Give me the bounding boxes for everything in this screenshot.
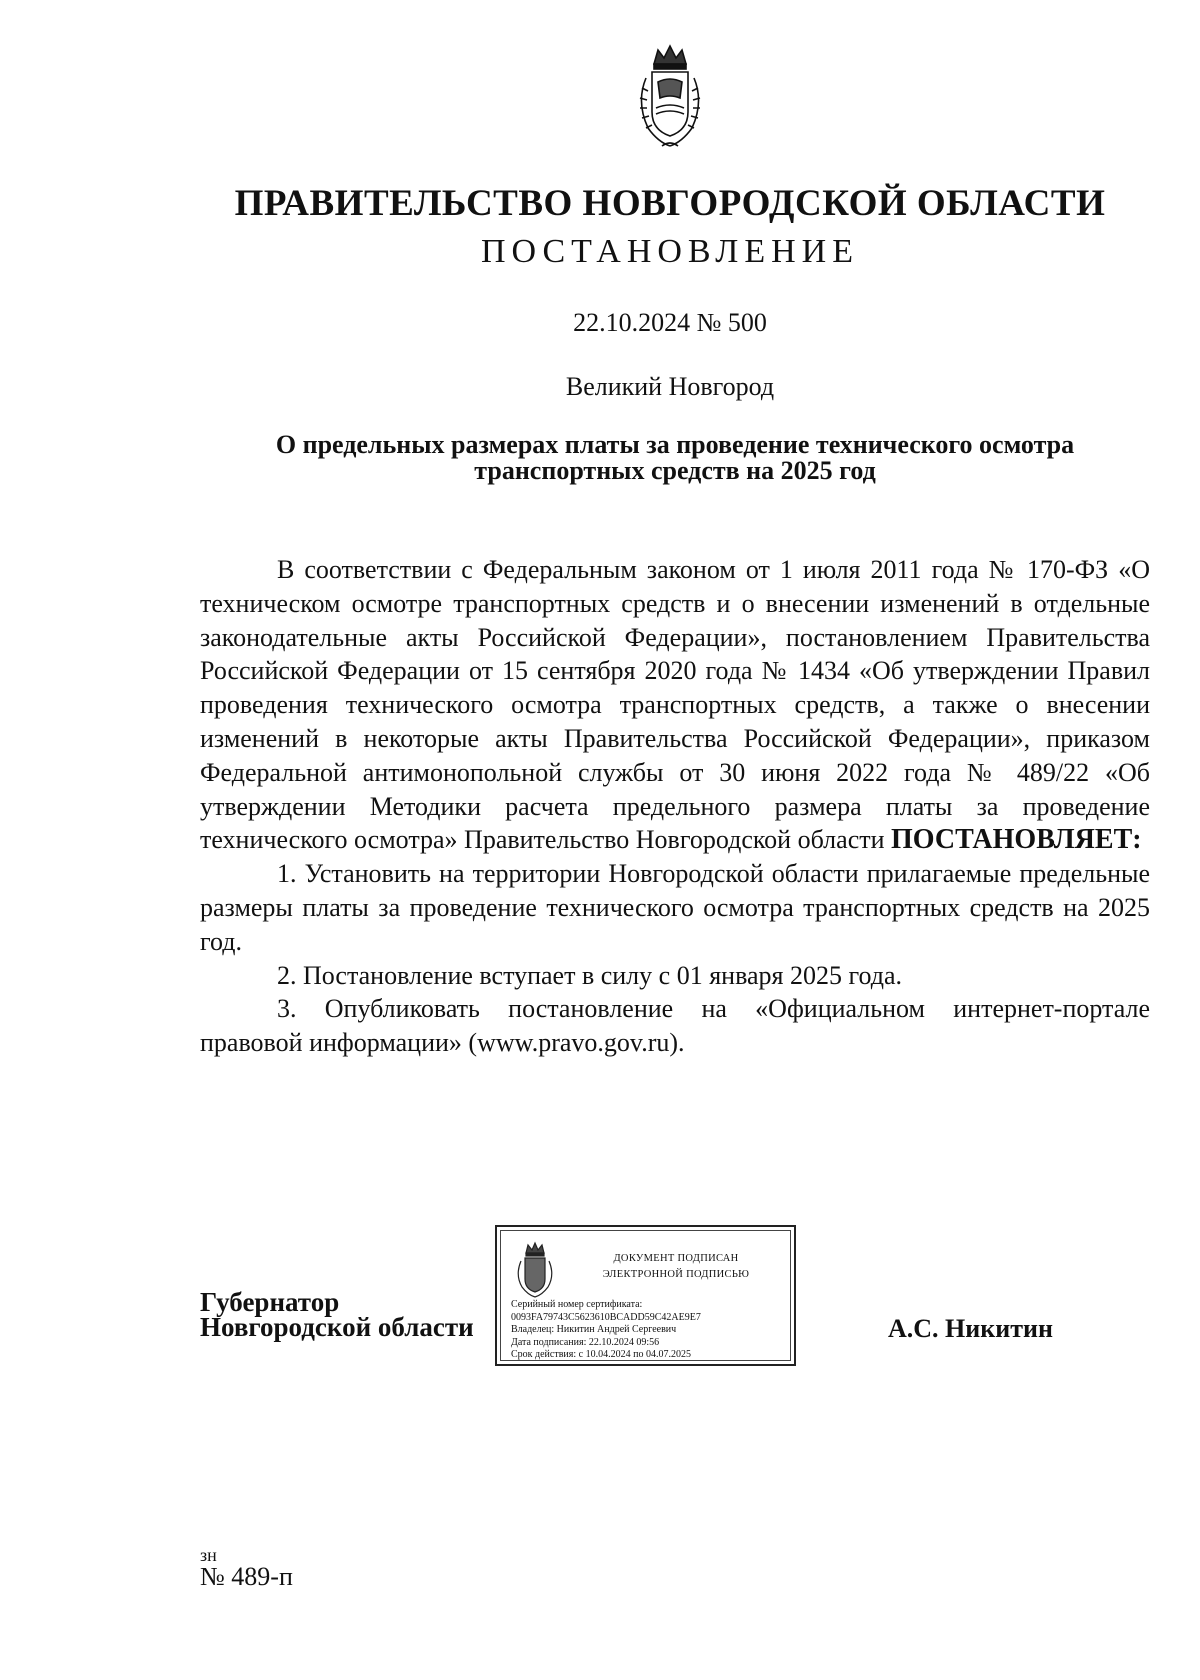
- decree-item-3: 3. Опубликовать постановление на «Официальном интернет-портале правовой информации» (www.pravo.gov.ru).: [200, 994, 1150, 1058]
- decree-item-1: 1. Установить на территории Новгородской области прилагаемые предельные размеры платы за проведение технического осмотра транспортных средств на 2025 год.: [200, 859, 1150, 956]
- subject-line-2: транспортных средств на 2025 год: [474, 456, 876, 485]
- document-type: ПОСТАНОВЛЕНИЕ: [480, 233, 860, 270]
- footer-number: № 489-п: [200, 1562, 293, 1591]
- stamp-owner: Владелец: Никитин Андрей Сергеевич: [511, 1324, 677, 1336]
- stamp-emblem-icon: [513, 1241, 557, 1301]
- signer-title-line-1: Губернатор: [200, 1287, 340, 1317]
- stamp-heading-line-2: ЭЛЕКТРОННОЙ ПОДПИСЬЮ: [602, 1269, 750, 1280]
- stamp-cert-number: 0093FA79743C5623610BCADD59C42AE9E7: [511, 1311, 701, 1323]
- subject-line-1: О предельных размерах платы за проведение технического осмотра: [275, 430, 1075, 459]
- electronic-signature-stamp: [495, 1225, 796, 1366]
- document-subject: [200, 432, 1150, 484]
- signer-title: [200, 1287, 474, 1342]
- signer-title-line-2: Новгородской области: [200, 1312, 474, 1342]
- stamp-signed-date: Дата подписания: 22.10.2024 09:56: [511, 1336, 660, 1348]
- stamp-validity: Срок действия: с 10.04.2024 по 04.07.2025: [511, 1349, 691, 1361]
- decree-word: ПОСТАНОВЛЯЕТ:: [891, 824, 1142, 856]
- stamp-heading-line-1: ДОКУМЕНТ ПОДПИСАН: [613, 1253, 739, 1264]
- document-city: Великий Новгород: [565, 372, 775, 401]
- stamp-details: [511, 1299, 701, 1362]
- decree-item-2: 2. Постановление вступает в силу с 01 января 2025 года.: [277, 960, 903, 990]
- stamp-inner-frame: [500, 1230, 791, 1361]
- document-date-number: 22.10.2024 № 500: [573, 308, 767, 337]
- preamble-text: В соответствии с Федеральным законом от 1 июля 2011 года № 170-ФЗ «О техническом осмотре транспортных средств и о внесении изменений в отдельные законодательные акты Российской Федерации», постановлением Правительства Российской Федерации от 15 сентября 2020 года № 1434 «Об утверждении Правил проведения технического осмотра транспортных средств, а также о внесении изменений в некоторые акты Правительства Российской Федерации», приказом Федеральной антимонопольной службы от 30 июня 2022 года № 489/22 «Об утверждении Методики расчета предельного размера платы за проведение технического осмотра» Правительство Новгородской области: [200, 555, 1150, 855]
- signer-name: А.С. Никитин: [888, 1314, 1053, 1343]
- preamble-paragraph: [200, 553, 1150, 857]
- government-title: ПРАВИТЕЛЬСТВО НОВГОРОДСКОЙ ОБЛАСТИ: [234, 183, 1106, 224]
- document-body: [200, 553, 1150, 1060]
- coat-of-arms-emblem: [632, 42, 708, 152]
- footer-code: зн: [200, 1545, 217, 1565]
- stamp-heading: [561, 1251, 791, 1283]
- stamp-cert-label: Серийный номер сертификата:: [511, 1299, 643, 1310]
